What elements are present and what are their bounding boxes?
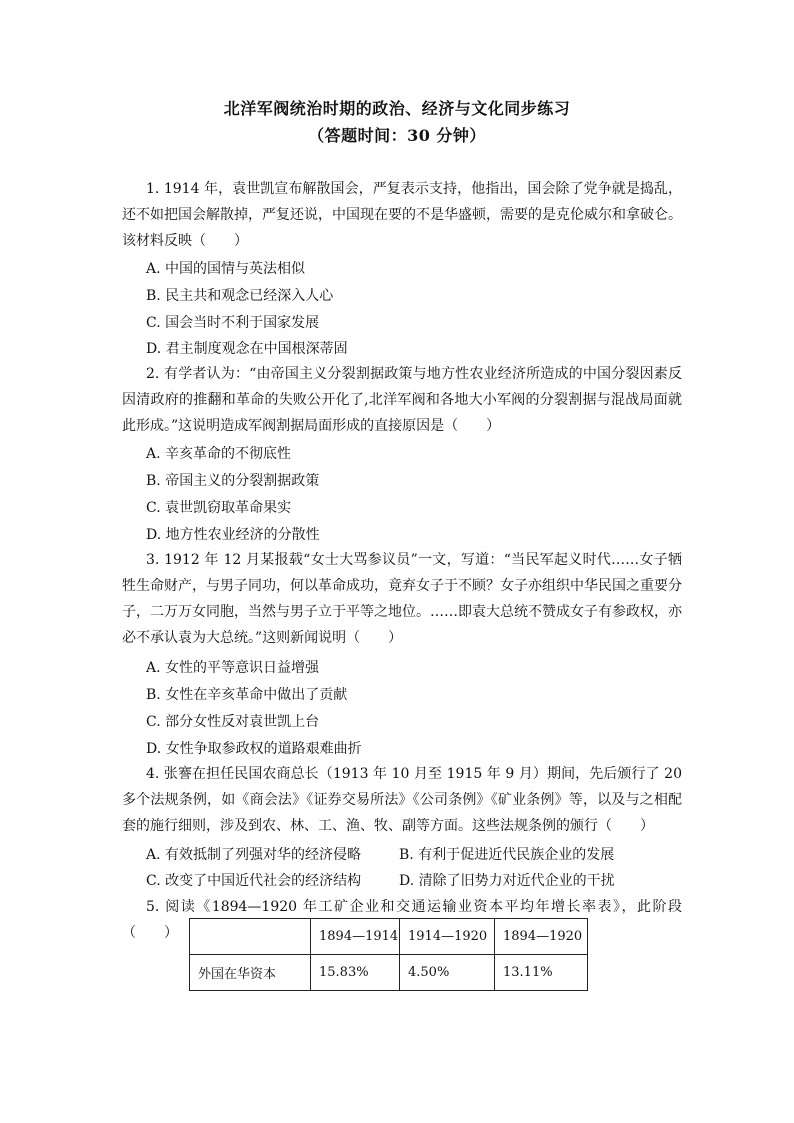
question-1: [122, 176, 682, 254]
option-b: B. 帝国主义的分裂割据政策: [146, 473, 320, 489]
table-header-cell: 1894—1920: [495, 919, 588, 955]
option-c: C. 改变了中国近代社会的经济结构: [146, 873, 362, 889]
table-header-cell: 1894—1914: [311, 919, 400, 955]
growth-rate-table: [189, 918, 588, 991]
question-3: [122, 547, 682, 651]
table-cell: 13.11%: [495, 955, 588, 991]
option-a: A. 中国的国情与英法相似: [146, 261, 306, 277]
option-b: B. 有利于促进近代民族企业的发展: [399, 847, 615, 863]
option-b: B. 民主共和观念已经深入人心: [146, 288, 334, 304]
page-subtitle: （答题时间：30 分钟）: [308, 126, 486, 145]
table-header-row: [190, 919, 588, 955]
option-d: D. 地方性农业经济的分散性: [146, 527, 320, 543]
option-a: A. 辛亥革命的不彻底性: [146, 446, 292, 462]
option-c: C. 国会当时不利于国家发展: [146, 315, 320, 331]
option-d: D. 君主制度观念在中国根深蒂固: [146, 341, 348, 357]
option-d: D. 女性争取参政权的道路艰难曲折: [146, 741, 362, 757]
question-stem: 5. 阅读《1894—1920 年工矿企业和交通运输业资本平均年增长率表》，此阶段（ ）: [122, 899, 682, 941]
table-cell: 4.50%: [400, 955, 495, 991]
page-title: 北洋军阀统治时期的政治、经济与文化同步练习: [223, 99, 571, 118]
question-stem: 2. 有学者认为：“由帝国主义分裂割据政策与地方性农业经济所造成的中国分裂因素反因清政府的推翻和革命的失败公开化了,北洋军阀和各地大小军阀的分裂割据与混战局面就此形成。”这说明造成军阀割据局面形成的直接原因是（ ）: [122, 366, 682, 434]
option-d: D. 清除了旧势力对近代企业的干扰: [399, 873, 615, 889]
table-header-cell: [190, 919, 311, 955]
question-stem: 3. 1912 年 12 月某报载“女士大骂参议员”一文，写道：“当民军起义时代……女子牺牲生命财产，与男子同功，何以革命成功，竟弃女子于不顾？女子亦组织中华民国之重要分子，二万万女同胞，当然与男子立于平等之地位。……即袁大总统不赞成女子有参政权，亦必不承认袁为大总统。”这则新闻说明（ ）: [122, 552, 682, 646]
question-4: [122, 761, 682, 839]
table-cell: 15.83%: [311, 955, 400, 991]
table-cell: 外国在华资本: [190, 955, 311, 991]
option-c: C. 部分女性反对袁世凯上台: [146, 714, 320, 730]
question-2: [122, 361, 682, 439]
question-stem: 1. 1914 年，袁世凯宣布解散国会，严复表示支持，他指出，国会除了党争就是捣乱，还不如把国会解散掉，严复还说，中国现在要的不是华盛顿，需要的是克伦威尔和拿破仑。该材料反映（ ）: [122, 181, 682, 249]
table-header-cell: 1914—1920: [400, 919, 495, 955]
option-a: A. 有效抵制了列强对华的经济侵略: [146, 847, 362, 863]
option-c: C. 袁世凯窃取革命果实: [146, 500, 292, 516]
question-stem: 4. 张謇在担任民国农商总长（1913 年 10 月至 1915 年 9 月）期间，先后颁行了 20 多个法规条例，如《商会法》《证券交易所法》《公司条例》《矿业条例》等，以及与之相配套的施行细则，涉及到农、林、工、渔、牧、副等方面。这些法规条例的颁行（ ）: [122, 766, 682, 834]
option-a: A. 女性的平等意识日益增强: [146, 660, 320, 676]
option-b: B. 女性在辛亥革命中做出了贡献: [146, 687, 348, 703]
table-row: [190, 955, 588, 991]
